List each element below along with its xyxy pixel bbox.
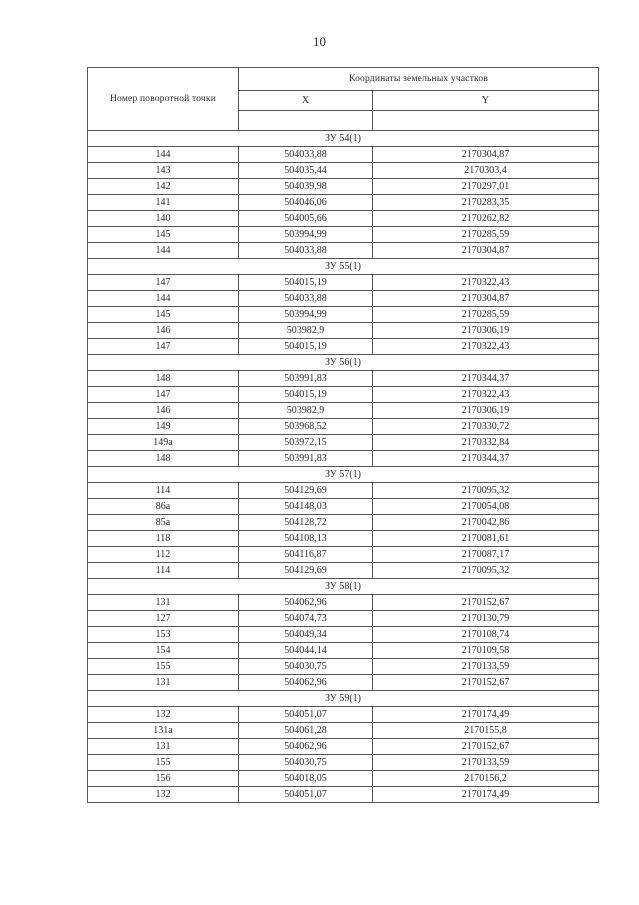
point-number-cell: 142 (88, 179, 239, 195)
y-coordinate-cell: 2170283,35 (373, 195, 599, 211)
table-row (88, 707, 599, 723)
table-row (88, 739, 599, 755)
point-number-cell: 85а (88, 515, 239, 531)
section-row (88, 259, 599, 275)
x-coordinate-cell: 504062,96 (239, 675, 373, 691)
table-row (88, 227, 599, 243)
y-coordinate-cell: 2170156,2 (373, 771, 599, 787)
coordinates-group-header: Координаты земельных участков (239, 68, 599, 91)
y-column-header: Y (373, 91, 599, 111)
section-title: ЗУ 56(1) (88, 355, 599, 371)
y-coordinate-cell: 2170042,86 (373, 515, 599, 531)
x-coordinate-cell: 504033,88 (239, 291, 373, 307)
table-row (88, 659, 599, 675)
point-number-cell: 114 (88, 563, 239, 579)
section-row (88, 579, 599, 595)
table-row (88, 211, 599, 227)
table-row (88, 163, 599, 179)
coordinates-table (87, 67, 599, 803)
point-number-cell: 127 (88, 611, 239, 627)
table-row (88, 451, 599, 467)
y-coordinate-cell: 2170304,87 (373, 147, 599, 163)
x-coordinate-cell: 504039,98 (239, 179, 373, 195)
point-number-cell: 149 (88, 419, 239, 435)
table-row (88, 643, 599, 659)
section-row (88, 467, 599, 483)
table-row (88, 675, 599, 691)
table-header (88, 68, 599, 131)
table-row (88, 387, 599, 403)
point-number-cell: 147 (88, 275, 239, 291)
table-row (88, 435, 599, 451)
y-coordinate-cell: 2170332,84 (373, 435, 599, 451)
y-coordinate-cell: 2170322,43 (373, 339, 599, 355)
point-number-cell: 148 (88, 451, 239, 467)
y-coordinate-cell: 2170306,19 (373, 323, 599, 339)
section-title: ЗУ 55(1) (88, 259, 599, 275)
y-coordinate-cell: 2170285,59 (373, 227, 599, 243)
y-coordinate-cell: 2170304,87 (373, 243, 599, 259)
table-row (88, 563, 599, 579)
x-coordinate-cell: 504051,07 (239, 787, 373, 803)
point-number-cell: 141 (88, 195, 239, 211)
x-coordinate-cell: 504044,14 (239, 643, 373, 659)
x-coordinate-cell: 504108,13 (239, 531, 373, 547)
y-coordinate-cell: 2170344,37 (373, 451, 599, 467)
y-coordinate-cell: 2170109,58 (373, 643, 599, 659)
table-row (88, 371, 599, 387)
table-row (88, 723, 599, 739)
point-number-cell: 140 (88, 211, 239, 227)
table-row (88, 547, 599, 563)
y-coordinate-cell: 2170262,82 (373, 211, 599, 227)
point-number-cell: 153 (88, 627, 239, 643)
table-row (88, 403, 599, 419)
point-number-cell: 148 (88, 371, 239, 387)
section-title: ЗУ 58(1) (88, 579, 599, 595)
x-coordinate-cell: 504018,05 (239, 771, 373, 787)
x-coordinate-cell: 504015,19 (239, 275, 373, 291)
y-coordinate-cell: 2170087,17 (373, 547, 599, 563)
y-coordinate-cell: 2170330,72 (373, 419, 599, 435)
x-coordinate-cell: 504033,88 (239, 147, 373, 163)
y-coordinate-cell: 2170322,43 (373, 387, 599, 403)
x-coordinate-cell: 504128,72 (239, 515, 373, 531)
x-coordinate-cell: 504148,03 (239, 499, 373, 515)
table-row (88, 611, 599, 627)
x-coordinate-cell: 503982,9 (239, 403, 373, 419)
table-row (88, 771, 599, 787)
y-coordinate-cell: 2170155,8 (373, 723, 599, 739)
y-coordinate-cell: 2170306,19 (373, 403, 599, 419)
x-column-header: X (239, 91, 373, 111)
point-number-cell: 147 (88, 387, 239, 403)
x-coordinate-cell: 504035,44 (239, 163, 373, 179)
point-number-cell: 144 (88, 243, 239, 259)
table-row (88, 515, 599, 531)
y-coordinate-cell: 2170174,49 (373, 707, 599, 723)
table-row (88, 275, 599, 291)
x-coordinate-cell: 504116,87 (239, 547, 373, 563)
y-coordinate-cell: 2170108,74 (373, 627, 599, 643)
point-number-cell: 118 (88, 531, 239, 547)
point-number-cell: 131 (88, 739, 239, 755)
point-number-cell: 146 (88, 323, 239, 339)
table-row (88, 787, 599, 803)
table-row (88, 499, 599, 515)
section-title: ЗУ 57(1) (88, 467, 599, 483)
table-row (88, 243, 599, 259)
y-coordinate-cell: 2170133,59 (373, 659, 599, 675)
x-coordinate-cell: 503994,99 (239, 227, 373, 243)
x-coordinate-cell: 504051,07 (239, 707, 373, 723)
point-number-cell: 143 (88, 163, 239, 179)
table-body (88, 131, 599, 803)
x-coordinate-cell: 503994,99 (239, 307, 373, 323)
x-coordinate-cell: 504015,19 (239, 387, 373, 403)
x-coordinate-cell: 504129,69 (239, 483, 373, 499)
blank-header-cell (239, 111, 373, 131)
x-coordinate-cell: 504049,34 (239, 627, 373, 643)
y-coordinate-cell: 2170174,49 (373, 787, 599, 803)
table-row (88, 291, 599, 307)
x-coordinate-cell: 504062,96 (239, 739, 373, 755)
y-coordinate-cell: 2170344,37 (373, 371, 599, 387)
table-row (88, 339, 599, 355)
x-coordinate-cell: 503991,83 (239, 371, 373, 387)
x-coordinate-cell: 504061,28 (239, 723, 373, 739)
x-coordinate-cell: 504074,73 (239, 611, 373, 627)
x-coordinate-cell: 504062,96 (239, 595, 373, 611)
point-number-cell: 86а (88, 499, 239, 515)
point-number-cell: 144 (88, 147, 239, 163)
point-number-cell: 144 (88, 291, 239, 307)
x-coordinate-cell: 504005,66 (239, 211, 373, 227)
point-number-cell: 156 (88, 771, 239, 787)
point-number-cell: 132 (88, 787, 239, 803)
point-number-cell: 146 (88, 403, 239, 419)
y-coordinate-cell: 2170303,4 (373, 163, 599, 179)
x-coordinate-cell: 504046,06 (239, 195, 373, 211)
x-coordinate-cell: 503991,83 (239, 451, 373, 467)
table-row (88, 483, 599, 499)
table-row (88, 179, 599, 195)
y-coordinate-cell: 2170133,59 (373, 755, 599, 771)
table-row (88, 307, 599, 323)
x-coordinate-cell: 503982,9 (239, 323, 373, 339)
y-coordinate-cell: 2170095,32 (373, 483, 599, 499)
point-number-cell: 155 (88, 659, 239, 675)
y-coordinate-cell: 2170304,87 (373, 291, 599, 307)
y-coordinate-cell: 2170054,08 (373, 499, 599, 515)
section-title: ЗУ 54(1) (88, 131, 599, 147)
point-number-cell: 114 (88, 483, 239, 499)
point-number-cell: 131а (88, 723, 239, 739)
point-number-header: Номер поворотной точки (88, 68, 239, 131)
table-row (88, 531, 599, 547)
blank-header-cell (373, 111, 599, 131)
x-coordinate-cell: 504030,75 (239, 755, 373, 771)
y-coordinate-cell: 2170297,01 (373, 179, 599, 195)
table-row (88, 195, 599, 211)
x-coordinate-cell: 504129,69 (239, 563, 373, 579)
table-row (88, 627, 599, 643)
x-coordinate-cell: 504030,75 (239, 659, 373, 675)
y-coordinate-cell: 2170152,67 (373, 675, 599, 691)
x-coordinate-cell: 504015,19 (239, 339, 373, 355)
y-coordinate-cell: 2170130,79 (373, 611, 599, 627)
x-coordinate-cell: 503972,15 (239, 435, 373, 451)
point-number-cell: 131 (88, 595, 239, 611)
point-number-cell: 145 (88, 307, 239, 323)
table-row (88, 755, 599, 771)
x-coordinate-cell: 504033,88 (239, 243, 373, 259)
point-number-cell: 154 (88, 643, 239, 659)
point-number-cell: 147 (88, 339, 239, 355)
y-coordinate-cell: 2170152,67 (373, 739, 599, 755)
y-coordinate-cell: 2170152,67 (373, 595, 599, 611)
point-number-cell: 112 (88, 547, 239, 563)
y-coordinate-cell: 2170285,59 (373, 307, 599, 323)
point-number-cell: 149а (88, 435, 239, 451)
point-number-cell: 131 (88, 675, 239, 691)
point-number-cell: 145 (88, 227, 239, 243)
section-row (88, 355, 599, 371)
point-number-cell: 132 (88, 707, 239, 723)
section-row (88, 131, 599, 147)
page-number: 10 (313, 34, 326, 49)
section-title: ЗУ 59(1) (88, 691, 599, 707)
header-row (88, 68, 599, 91)
point-number-cell: 155 (88, 755, 239, 771)
y-coordinate-cell: 2170081,61 (373, 531, 599, 547)
table-row (88, 323, 599, 339)
y-coordinate-cell: 2170095,32 (373, 563, 599, 579)
section-row (88, 691, 599, 707)
table-row (88, 147, 599, 163)
y-coordinate-cell: 2170322,43 (373, 275, 599, 291)
table-row (88, 595, 599, 611)
table-row (88, 419, 599, 435)
x-coordinate-cell: 503968,52 (239, 419, 373, 435)
